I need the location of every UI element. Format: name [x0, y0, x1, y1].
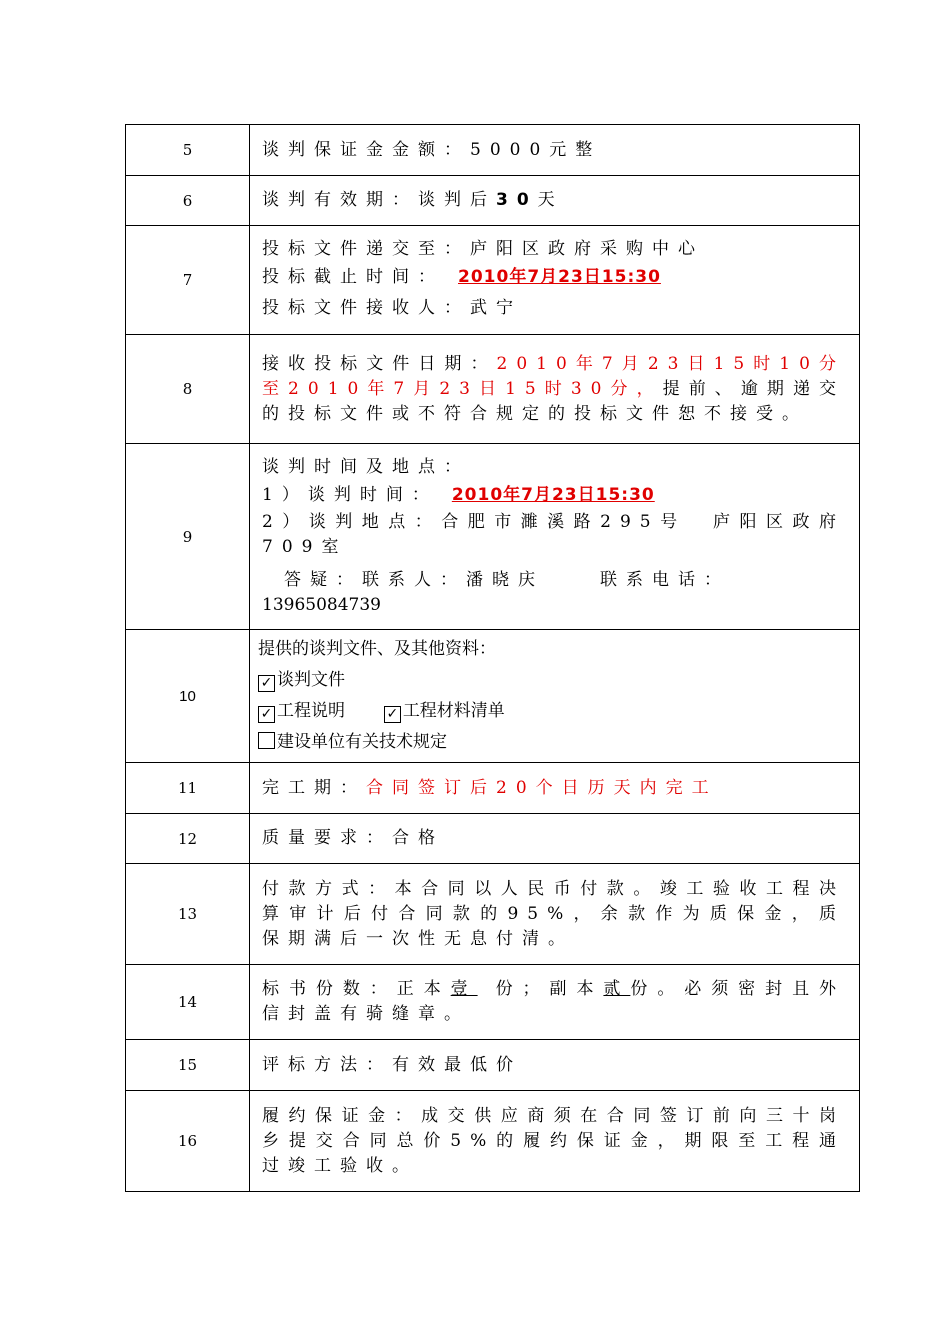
checkbox-label: 工程说明 [277, 701, 345, 721]
completion-label: 完工期： [262, 777, 366, 798]
row-content [250, 864, 860, 965]
deadline-value: 2010年7月23日15:30 [458, 266, 661, 287]
original-count: 壹 [450, 979, 478, 999]
receive-date-value: 2010年7月23日15时10分至2010年7月23日15时30分， [262, 353, 845, 399]
row-content [250, 125, 860, 176]
copy-count: 贰 [603, 979, 631, 999]
negotiation-place: 2）谈判地点：合肥市濉溪路295号 庐阳区政府709室 [262, 512, 845, 557]
table-row [126, 125, 860, 176]
row-number: 8 [126, 335, 250, 444]
checkbox-item[interactable] [258, 701, 345, 721]
deposit-value: 5000元整 [470, 139, 602, 160]
table-row [126, 630, 860, 763]
payment-terms: 付款方式：本合同以人民币付款。竣工验收工程决算审计后付合同款的95%，余款作为质保金，质保期满后一次性无息付清。 [262, 878, 845, 949]
row-number: 7 [126, 226, 250, 335]
check-icon[interactable]: ✓ [258, 706, 275, 723]
deposit-label: 谈判保证金金额： [262, 139, 470, 160]
validity-pre: 谈判后 [418, 190, 496, 210]
table-row [126, 1091, 860, 1192]
contact-person: 答疑：联系人：潘晓庆 [284, 570, 544, 590]
checkbox-item[interactable] [384, 701, 505, 721]
row-number: 14 [126, 965, 250, 1040]
checkbox-item[interactable] [258, 727, 845, 758]
row-content [250, 176, 860, 226]
materials-title: 提供的谈判文件、及其他资料： [258, 639, 496, 659]
row-content [250, 444, 860, 630]
requirements-table [125, 124, 860, 1192]
performance-bond: 履约保证金：成交供应商须在合同签订前向三十岗乡提交合同总价5%的履约保证金，期限至工程通过竣工验收。 [262, 1105, 845, 1176]
table-row [126, 176, 860, 226]
row-number: 10 [126, 630, 250, 763]
receive-date-label: 接收投标文件日期： [262, 353, 497, 374]
table-row [126, 814, 860, 864]
copies-mid: 份；副本 [495, 979, 604, 999]
contact-phone-label: 联系电话： [600, 570, 730, 590]
receiver: 投标文件接收人：武宁 [262, 297, 522, 318]
table-row [126, 965, 860, 1040]
negotiation-time-value: 2010年7月23日15:30 [451, 485, 655, 505]
row-content [250, 1040, 860, 1091]
quality-label: 质量要求： [262, 828, 392, 848]
validity-post: 天 [537, 190, 564, 210]
row-content [250, 1091, 860, 1192]
submit-to: 投标文件递交至：庐阳区政府采购中心 [262, 238, 704, 259]
row-number: 15 [126, 1040, 250, 1091]
negotiation-heading: 谈判时间及地点： [262, 457, 470, 477]
row-number: 13 [126, 864, 250, 965]
evaluation-method: 评标方法：有效最低价 [262, 1054, 522, 1075]
copies-note: 份。必须密封且外信封盖有骑缝章。 [262, 979, 846, 1024]
table-row [126, 335, 860, 444]
row-number: 9 [126, 444, 250, 630]
row-number: 6 [126, 176, 250, 226]
copies-label: 标书份数：正本 [262, 979, 451, 999]
empty-checkbox-icon[interactable] [258, 732, 275, 749]
row-content [250, 226, 860, 335]
checkbox-label: 谈判文件 [277, 670, 345, 690]
deadline-label: 投标截止时间： [262, 266, 444, 287]
row-number: 16 [126, 1091, 250, 1192]
row-number: 12 [126, 814, 250, 864]
row-content [250, 763, 860, 814]
contact-phone: 13965084739 [262, 595, 381, 615]
check-icon[interactable]: ✓ [384, 706, 401, 723]
row-content [250, 965, 860, 1040]
checkbox-label: 建设单位有关技术规定 [277, 732, 447, 752]
table-row [126, 763, 860, 814]
receive-date-note: 提前、逾期递交的投标文件或不符合规定的投标文件恕不接受。 [262, 378, 845, 424]
row-content [250, 630, 860, 763]
table-row [126, 444, 860, 630]
table-row [126, 1040, 860, 1091]
table-row [126, 864, 860, 965]
completion-value: 合同签订后20个日历天内完工 [366, 777, 718, 798]
row-number: 5 [126, 125, 250, 176]
checkbox-label: 工程材料清单 [402, 701, 505, 721]
row-content [250, 814, 860, 864]
table-row [126, 226, 860, 335]
quality-value: 合格 [392, 828, 444, 848]
row-number: 11 [126, 763, 250, 814]
validity-days: 30 [496, 190, 538, 210]
negotiation-time-label: 1）谈判时间： [262, 485, 438, 505]
row-content [250, 335, 860, 444]
checkbox-item[interactable] [258, 665, 845, 696]
validity-label: 谈判有效期： [262, 190, 418, 210]
check-icon[interactable]: ✓ [258, 675, 275, 692]
